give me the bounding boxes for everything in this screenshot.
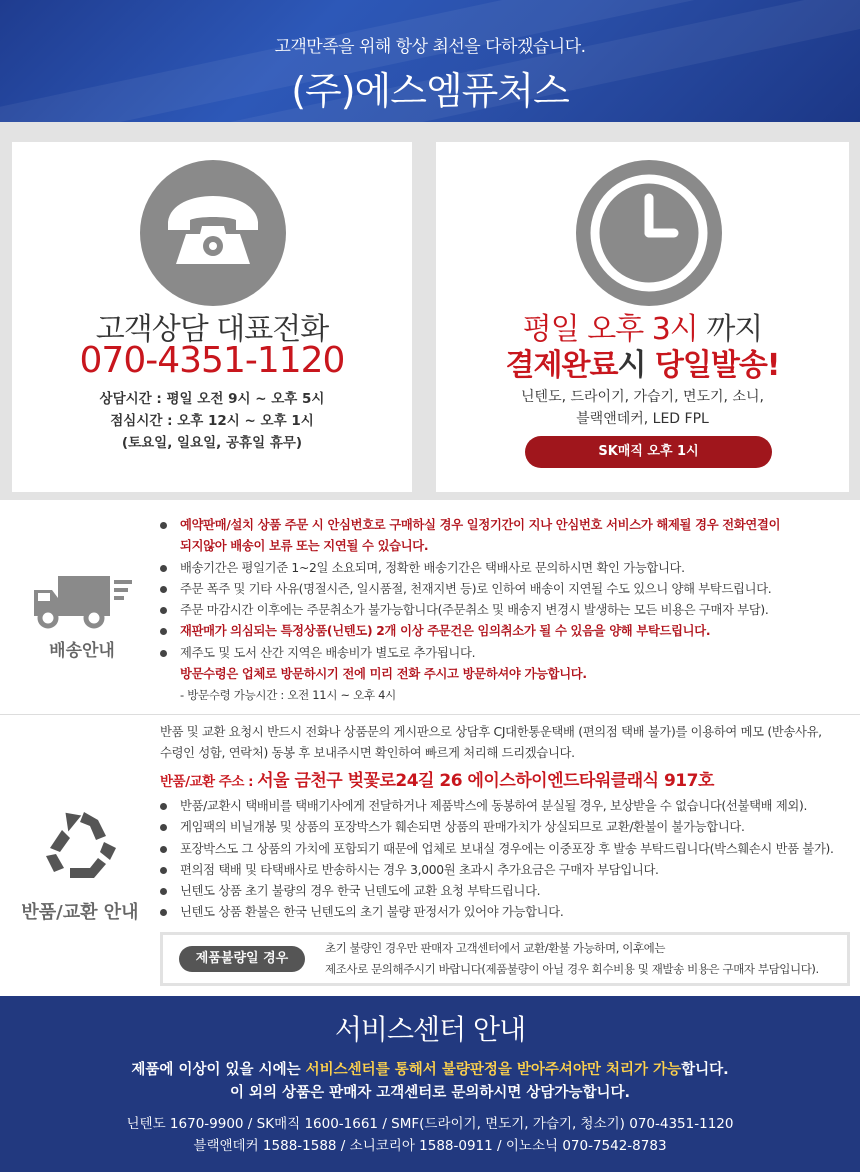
service-center-title: 서비스센터 안내 [334,1013,526,1046]
list-item: 방문수령은 업체로 방문하시기 전에 미리 전화 주시고 방문하셔야 가능합니다. [180,667,587,682]
list-item: 게임팩의 비닐개봉 및 상품의 포장박스가 훼손되면 상품의 판매가치가 상실되므로 교환/환불이 불가능합니다. [158,817,858,838]
contact-card [12,142,412,492]
list-item: 닌텐도 상품 초기 불량의 경우 한국 닌텐도에 교환 요청 부탁드립니다. [158,881,858,902]
return-address-value: 서울 금천구 벚꽃로24길 26 에이스하이엔드타워클래식 917호 [257,771,714,791]
consult-hours: 상담시간 : 평일 오전 9시 ~ 오후 5시 [99,391,325,407]
list-item: 포장박스도 그 상품의 가치에 포함되기 때문에 업체로 보내실 경우에는 이중포장 후 발송 부탁드립니다(박스훼손시 반품 불가). [158,839,858,860]
same-day-line: 결제완료시 당일발송! [505,348,780,383]
list-item: 주문 폭주 및 기타 사유(명절시즌, 일시품절, 천재지변 등)로 인하여 배송이 지연될 수도 있으니 양해 부탁드립니다. [158,579,848,600]
list-item: 배송기간은 평일기준 1~2일 소요되며, 정확한 배송기간은 택배사로 문의하시면 확인 가능합니다. [158,558,848,579]
list-item: 되지않아 배송이 보류 또는 지연될 수 있습니다. [180,539,429,554]
telephone-icon [140,160,286,306]
shipping-cutoff-line: 평일 오후 3시 까지 [522,312,763,347]
return-list [158,796,858,924]
bullet-icon [160,565,167,572]
section-divider [0,714,860,715]
defect-notice-text: 초기 불량인 경우만 판매자 고객센터에서 교환/환불 가능하며, 이후에는 제조사로 문의해주시기 바랍니다(제품불량이 아닐 경우 회수비용 및 재발송 비용은 구매자 부담입니다). [325,941,819,976]
return-address-label: 반품/교환 주소 : [160,774,258,790]
list-item: 닌텐도 상품 환불은 한국 닌텐도의 초기 불량 판정서가 있어야 가능합니다. [158,902,858,923]
defect-badge: 제품불량일 경우 [179,946,305,972]
bullet-icon [160,846,167,853]
header-tagline: 고객만족을 위해 항상 최선을 다하겠습니다. [274,37,586,57]
delivery-label: 배송안내 [49,641,115,661]
list-item: 예약판매/설치 상품 주문 시 안심번호로 구매하실 경우 일정기간이 지나 안심번호 서비스가 해제될 경우 전화연결이 [158,515,848,536]
bullet-icon [160,522,167,529]
header-banner [0,0,860,122]
contact-hours [12,388,412,454]
company-name: (주)에스엠퓨처스 [291,69,569,113]
holiday-note: (토요일, 일요일, 공휴일 휴무) [121,435,303,451]
bullet-icon [160,607,167,614]
list-item: 제주도 및 도서 산간 지역은 배송비가 별도로 추가됩니다. [158,643,848,664]
bullet-icon [160,867,167,874]
list-item: 편의점 택배 및 타택배사로 반송하시는 경우 3,000원 초과시 추가요금은 구매자 부담입니다. [158,860,858,881]
list-item: 주문 마감시간 이후에는 주문취소가 불가능합니다(주문취소 및 배송지 변경시 발생하는 모든 비용은 구매자 부담). [158,600,848,621]
service-center-line-1: 제품에 이상이 있을 시에는 서비스센터를 통해서 불량판정을 받아주셔야만 처리가 가능합니다. [131,1062,729,1078]
bullet-icon [160,586,167,593]
return-address [160,766,714,791]
bullet-icon [160,650,167,657]
list-item: 재판매가 의심되는 특정상품(닌텐도) 2개 이상 주문건은 임의취소가 될 수 있음을 양해 부탁드립니다. [158,621,848,642]
sk-magic-cutoff-badge: SK매직 오후 1시 [525,436,772,468]
defect-notice-box [160,932,850,986]
lunch-hours: 점심시간 : 오후 12시 ~ 오후 1시 [110,413,314,429]
same-day-brands: 닌텐도, 드라이기, 가습기, 면도기, 소니, 블랙앤데커, LED FPL [521,389,764,427]
delivery-list [158,515,848,707]
return-intro: 반품 및 교환 요청시 반드시 전화나 상품문의 게시판으로 상담후 CJ대한통운택배 (편의점 택배 불가)를 이용하여 메모 (반송사유, 수령인 성함, 연락처) 동봉 후 보내주시면 확인하여 빠르게 처리해 드리겠습니다. [160,725,822,760]
recycle-arrows-icon [40,808,120,888]
clock-icon [576,160,722,306]
bullet-icon [160,824,167,831]
return-label: 반품/교환 안내 [21,902,139,923]
contact-phone-number[interactable]: 070-4351-1120 [79,340,345,381]
list-item: 반품/교환시 택배비를 택배기사에게 전달하거나 제품박스에 동봉하여 분실될 경우, 보상받을 수 없습니다(선불택배 제외). [158,796,858,817]
bullet-icon [160,628,167,635]
list-item: - 방문수령 가능시간 : 오전 11시 ~ 오후 4시 [180,688,396,703]
same-day-shipping-card [436,142,849,492]
bullet-icon [160,803,167,810]
bullet-icon [160,909,167,916]
service-center-section [0,996,860,1172]
service-center-line-2: 이 외의 상품은 판매자 고객센터로 문의하시면 상담가능합니다. [230,1085,630,1101]
bullet-icon [160,888,167,895]
contact-title: 고객상담 대표전화 [95,312,329,347]
service-center-phones-1: 닌텐도 1670-9900 / SK매직 1600-1661 / SMF(드라이기, 면도기, 가습기, 청소기) 070-4351-1120 [126,1116,734,1132]
service-center-phones-2: 블랙앤데커 1588-1588 / 소니코리아 1588-0911 / 이노소닉 070-7542-8783 [193,1138,667,1154]
delivery-truck-icon [30,570,134,634]
